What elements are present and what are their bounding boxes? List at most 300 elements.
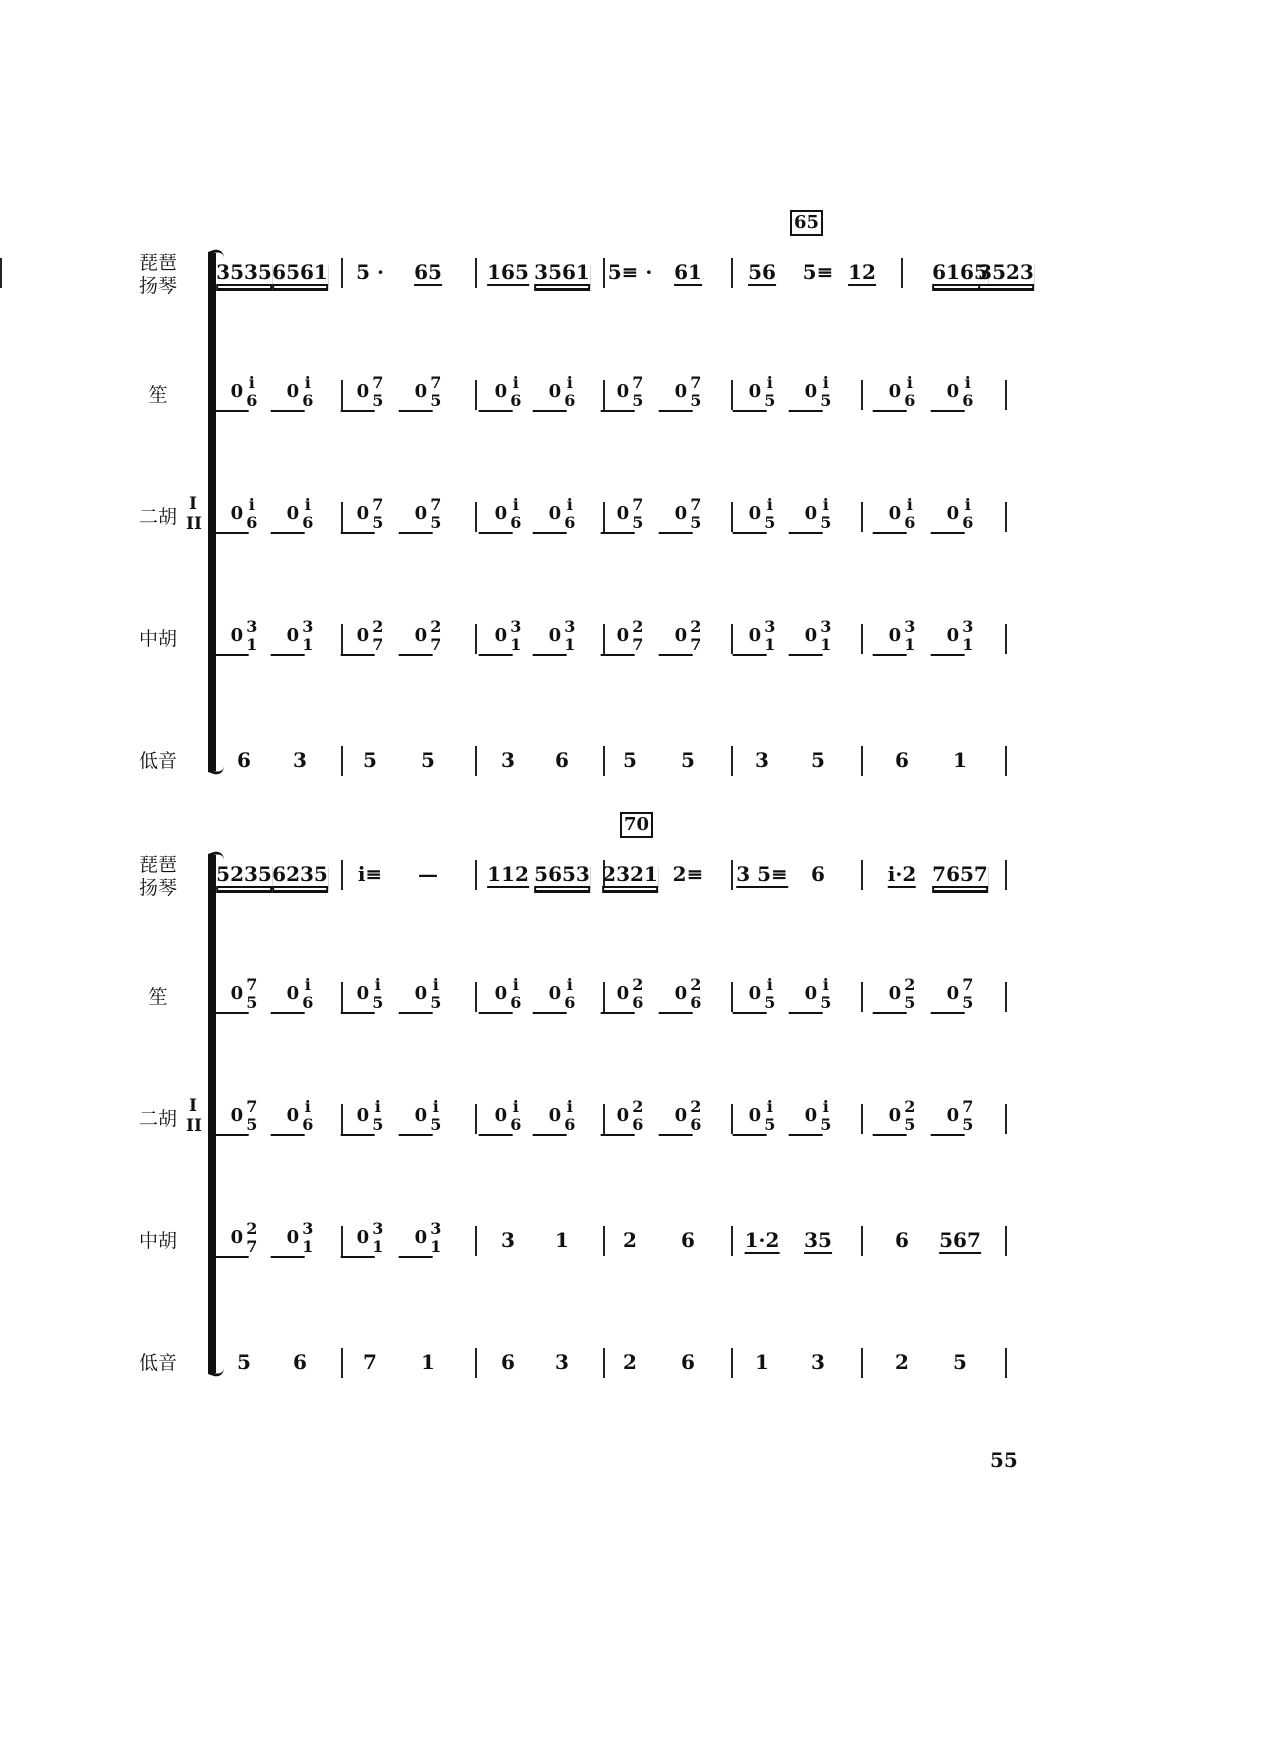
barline bbox=[1005, 1226, 1007, 1256]
lower-note: 5 bbox=[820, 513, 832, 532]
note-stack bbox=[962, 976, 973, 1012]
rest-zero: 0 bbox=[616, 1105, 630, 1126]
beam-line bbox=[601, 1134, 635, 1136]
chord-note bbox=[749, 1098, 776, 1136]
lower-note: 5 bbox=[246, 1115, 258, 1134]
note: 5653 bbox=[534, 862, 590, 886]
lower-note: 1 bbox=[764, 635, 776, 654]
lower-note: 5 bbox=[372, 513, 384, 532]
chord-note bbox=[617, 1098, 644, 1136]
note-stack bbox=[564, 1098, 575, 1134]
note: 3 bbox=[501, 748, 515, 772]
barline bbox=[861, 502, 863, 532]
note: 5 bbox=[237, 1350, 251, 1374]
note: 6 bbox=[681, 1228, 695, 1252]
beam-line bbox=[659, 1134, 693, 1136]
beam-line bbox=[271, 1134, 305, 1136]
instrument-label: 笙 bbox=[148, 986, 168, 1008]
note: 3 bbox=[811, 1350, 825, 1374]
note-stack bbox=[904, 976, 915, 1012]
lower-note: 6 bbox=[510, 993, 522, 1012]
lower-note: 7 bbox=[632, 635, 644, 654]
barline bbox=[475, 502, 477, 532]
note-stack bbox=[690, 496, 701, 532]
barline bbox=[731, 1104, 733, 1134]
note: 5 · bbox=[356, 260, 384, 284]
chord-note bbox=[357, 374, 384, 412]
upper-note: 3 bbox=[904, 617, 916, 636]
beam-line bbox=[399, 1256, 433, 1258]
rest-zero: 0 bbox=[888, 381, 902, 402]
chord-note bbox=[287, 976, 314, 1014]
note-stack bbox=[510, 496, 521, 532]
note: 6561 bbox=[272, 260, 328, 284]
barline bbox=[475, 1226, 477, 1256]
note-stack bbox=[510, 976, 521, 1012]
note-stack bbox=[764, 374, 775, 410]
note: 1·2 bbox=[744, 1228, 780, 1252]
barline bbox=[341, 380, 343, 410]
beam-line bbox=[733, 410, 767, 412]
beam-line bbox=[215, 532, 249, 534]
note: 6 bbox=[895, 748, 909, 772]
rest-zero: 0 bbox=[888, 625, 902, 646]
barline bbox=[1005, 1348, 1007, 1378]
lower-note: 1 bbox=[962, 635, 974, 654]
note: 5 bbox=[953, 1350, 967, 1374]
note: 5 bbox=[421, 748, 435, 772]
beam-line bbox=[271, 654, 305, 656]
instrument-label: 低音 bbox=[138, 750, 177, 772]
barline bbox=[341, 746, 343, 776]
barline bbox=[731, 502, 733, 532]
barline bbox=[1005, 982, 1007, 1012]
note: 112 bbox=[487, 862, 529, 886]
barline bbox=[475, 1104, 477, 1134]
upper-note: i bbox=[432, 1097, 439, 1116]
beam-line bbox=[601, 410, 635, 412]
note: 6 bbox=[237, 748, 251, 772]
beam-line bbox=[601, 1012, 635, 1014]
note-stack bbox=[764, 496, 775, 532]
beam-line bbox=[479, 532, 513, 534]
beam-line bbox=[341, 410, 375, 412]
note: 3535 bbox=[216, 260, 272, 284]
note: 5235 bbox=[216, 862, 272, 886]
note-stack bbox=[430, 976, 441, 1012]
barline bbox=[731, 380, 733, 410]
upper-note: i bbox=[374, 975, 381, 994]
upper-note: 3 bbox=[302, 617, 314, 636]
upper-note: i bbox=[304, 373, 311, 392]
rest-zero: 0 bbox=[548, 381, 562, 402]
rest-zero: 0 bbox=[356, 503, 370, 524]
note-stack bbox=[302, 1098, 313, 1134]
rest-zero: 0 bbox=[616, 381, 630, 402]
chord-note bbox=[947, 976, 974, 1014]
barline bbox=[861, 1104, 863, 1134]
note-stack bbox=[564, 496, 575, 532]
barline bbox=[1005, 624, 1007, 654]
chord-note bbox=[549, 374, 576, 412]
note-stack bbox=[372, 976, 383, 1012]
note: 165 bbox=[487, 260, 529, 284]
rest-zero: 0 bbox=[804, 1105, 818, 1126]
barline bbox=[603, 982, 605, 1012]
note-stack bbox=[632, 496, 643, 532]
rest-zero: 0 bbox=[804, 503, 818, 524]
note-stack bbox=[372, 496, 383, 532]
rest-zero: 0 bbox=[616, 503, 630, 524]
beam-line bbox=[733, 1134, 767, 1136]
note-stack bbox=[764, 618, 775, 654]
lower-note: 5 bbox=[764, 1115, 776, 1134]
beam-line bbox=[789, 410, 823, 412]
beam-line bbox=[399, 410, 433, 412]
upper-note: 7 bbox=[632, 373, 644, 392]
note-stack bbox=[632, 976, 643, 1012]
rest-zero: 0 bbox=[230, 1105, 244, 1126]
barline bbox=[603, 258, 605, 288]
upper-note: 2 bbox=[430, 617, 442, 636]
rest-zero: 0 bbox=[230, 381, 244, 402]
rest-zero: 0 bbox=[748, 381, 762, 402]
lower-note: 5 bbox=[962, 993, 974, 1012]
instrument-label: 低音 bbox=[138, 1352, 177, 1374]
rest-zero: 0 bbox=[674, 983, 688, 1004]
lower-note: 5 bbox=[632, 391, 644, 410]
barline bbox=[731, 982, 733, 1012]
upper-note: i bbox=[304, 495, 311, 514]
note-stack bbox=[246, 976, 257, 1012]
note-stack bbox=[302, 976, 313, 1012]
rest-zero: 0 bbox=[674, 1105, 688, 1126]
lower-note: 6 bbox=[904, 513, 916, 532]
rest-zero: 0 bbox=[946, 625, 960, 646]
note: 5≡ · bbox=[607, 260, 653, 284]
beam-line bbox=[931, 1134, 965, 1136]
chord-note bbox=[805, 374, 832, 412]
note-stack bbox=[764, 1098, 775, 1134]
upper-note: i bbox=[822, 373, 829, 392]
barline bbox=[1005, 502, 1007, 532]
lower-note: 1 bbox=[904, 635, 916, 654]
rest-zero: 0 bbox=[414, 503, 428, 524]
chord-note bbox=[889, 1098, 916, 1136]
rest-zero: 0 bbox=[230, 1227, 244, 1248]
lower-note: 6 bbox=[904, 391, 916, 410]
upper-note: 3 bbox=[430, 1219, 442, 1238]
note: 6 bbox=[681, 1350, 695, 1374]
rehearsal-mark: 65 bbox=[790, 210, 823, 236]
rehearsal-mark: 70 bbox=[620, 812, 653, 838]
note-stack bbox=[820, 618, 831, 654]
rest-zero: 0 bbox=[888, 503, 902, 524]
lower-note: 5 bbox=[820, 1115, 832, 1134]
note: 3 5≡ bbox=[736, 862, 788, 886]
brace-bottom-hook bbox=[208, 1361, 224, 1380]
chord-note bbox=[357, 618, 384, 656]
upper-note: 3 bbox=[510, 617, 522, 636]
lower-note: 5 bbox=[372, 391, 384, 410]
barline bbox=[341, 860, 343, 890]
chord-note bbox=[357, 1098, 384, 1136]
note: 5 bbox=[681, 748, 695, 772]
upper-note: 7 bbox=[372, 495, 384, 514]
upper-note: 3 bbox=[246, 617, 258, 636]
note-stack bbox=[430, 374, 441, 410]
beam-line bbox=[341, 1012, 375, 1014]
lower-note: 7 bbox=[430, 635, 442, 654]
note-stack bbox=[510, 618, 521, 654]
note: 6 bbox=[555, 748, 569, 772]
chord-note bbox=[675, 374, 702, 412]
rest-zero: 0 bbox=[286, 625, 300, 646]
note-stack bbox=[690, 374, 701, 410]
instrument-label: 二胡 bbox=[138, 506, 177, 528]
note: 65 bbox=[414, 260, 442, 284]
beam-line bbox=[533, 410, 567, 412]
rest-zero: 0 bbox=[748, 1105, 762, 1126]
chord-note bbox=[415, 374, 442, 412]
beam-line bbox=[931, 410, 965, 412]
instrument-label: 二胡 bbox=[138, 1108, 177, 1130]
chord-note bbox=[495, 374, 522, 412]
beam-line bbox=[659, 1012, 693, 1014]
upper-note: i bbox=[766, 1097, 773, 1116]
upper-note: i bbox=[304, 1097, 311, 1116]
upper-note: 2 bbox=[372, 617, 384, 636]
chord-note bbox=[805, 1098, 832, 1136]
chord-note bbox=[889, 976, 916, 1014]
chord-note bbox=[231, 1098, 258, 1136]
note-stack bbox=[430, 1220, 441, 1256]
rest-zero: 0 bbox=[804, 983, 818, 1004]
chord-note bbox=[749, 976, 776, 1014]
barline bbox=[731, 1226, 733, 1256]
note-stack bbox=[962, 496, 973, 532]
chord-note bbox=[549, 618, 576, 656]
note: 5 bbox=[811, 748, 825, 772]
chord-note bbox=[749, 618, 776, 656]
instrument-label: 中胡 bbox=[138, 1230, 177, 1252]
beam-line bbox=[659, 532, 693, 534]
upper-note: i bbox=[248, 373, 255, 392]
upper-note: 7 bbox=[962, 975, 974, 994]
upper-note: 2 bbox=[904, 1097, 916, 1116]
beam-line bbox=[271, 1256, 305, 1258]
lower-note: 6 bbox=[632, 993, 644, 1012]
upper-note: 7 bbox=[246, 975, 258, 994]
chord-note bbox=[749, 496, 776, 534]
chord-note bbox=[805, 618, 832, 656]
upper-note: 3 bbox=[764, 617, 776, 636]
upper-note: i bbox=[822, 975, 829, 994]
chord-note bbox=[947, 496, 974, 534]
chord-note bbox=[287, 496, 314, 534]
lower-note: 6 bbox=[302, 513, 314, 532]
upper-note: i bbox=[248, 495, 255, 514]
beam-line bbox=[789, 654, 823, 656]
barline bbox=[731, 258, 733, 288]
note-stack bbox=[564, 618, 575, 654]
barline bbox=[731, 860, 733, 890]
system-brace bbox=[208, 253, 220, 771]
note: 1 bbox=[421, 1350, 435, 1374]
note-stack bbox=[246, 496, 257, 532]
rest-zero: 0 bbox=[674, 503, 688, 524]
note: 6235 bbox=[272, 862, 328, 886]
rest-zero: 0 bbox=[230, 625, 244, 646]
barline bbox=[475, 982, 477, 1012]
note-stack bbox=[632, 374, 643, 410]
note: 7657 bbox=[932, 862, 988, 886]
beam-line bbox=[931, 1012, 965, 1014]
barline bbox=[603, 1226, 605, 1256]
lower-note: 5 bbox=[430, 1115, 442, 1134]
rest-zero: 0 bbox=[414, 625, 428, 646]
chord-note bbox=[889, 374, 916, 412]
note: 1 bbox=[555, 1228, 569, 1252]
rest-zero: 0 bbox=[230, 983, 244, 1004]
upper-note: 2 bbox=[690, 617, 702, 636]
rest-zero: 0 bbox=[230, 503, 244, 524]
beam-line bbox=[399, 1012, 433, 1014]
upper-note: 7 bbox=[430, 495, 442, 514]
chord-note bbox=[357, 976, 384, 1014]
upper-note: 2 bbox=[904, 975, 916, 994]
rest-zero: 0 bbox=[356, 1105, 370, 1126]
rest-zero: 0 bbox=[286, 1105, 300, 1126]
lower-note: 1 bbox=[430, 1237, 442, 1256]
barline bbox=[1005, 746, 1007, 776]
chord-note bbox=[231, 496, 258, 534]
note: 3523 bbox=[978, 260, 1034, 284]
rest-zero: 0 bbox=[674, 381, 688, 402]
lower-note: 5 bbox=[690, 391, 702, 410]
lower-note: 6 bbox=[632, 1115, 644, 1134]
rest-zero: 0 bbox=[946, 1105, 960, 1126]
barline bbox=[475, 624, 477, 654]
rest-zero: 0 bbox=[286, 1227, 300, 1248]
chord-note bbox=[495, 976, 522, 1014]
beam-line bbox=[789, 1134, 823, 1136]
note-stack bbox=[302, 496, 313, 532]
upper-note: i bbox=[374, 1097, 381, 1116]
beam-line bbox=[733, 654, 767, 656]
note-stack bbox=[564, 374, 575, 410]
barline bbox=[731, 746, 733, 776]
lower-note: 6 bbox=[510, 391, 522, 410]
lower-note: 5 bbox=[430, 391, 442, 410]
barline bbox=[475, 258, 477, 288]
rest-zero: 0 bbox=[748, 503, 762, 524]
lower-note: 6 bbox=[564, 513, 576, 532]
note: 6 bbox=[895, 1228, 909, 1252]
upper-note: i bbox=[766, 495, 773, 514]
barline bbox=[731, 1348, 733, 1378]
rest-zero: 0 bbox=[888, 1105, 902, 1126]
upper-note: i bbox=[512, 495, 519, 514]
upper-note: 7 bbox=[430, 373, 442, 392]
note: 35 bbox=[804, 1228, 832, 1252]
lower-note: 6 bbox=[564, 993, 576, 1012]
upper-note: i bbox=[766, 975, 773, 994]
chord-note bbox=[287, 1098, 314, 1136]
chord-note bbox=[231, 374, 258, 412]
note-stack bbox=[904, 374, 915, 410]
lower-note: 1 bbox=[820, 635, 832, 654]
note-stack bbox=[372, 374, 383, 410]
barline bbox=[341, 258, 343, 288]
note-stack bbox=[564, 976, 575, 1012]
upper-note: 2 bbox=[690, 975, 702, 994]
chord-note bbox=[889, 618, 916, 656]
note-stack bbox=[430, 1098, 441, 1134]
barline bbox=[341, 1226, 343, 1256]
beam-line bbox=[479, 1134, 513, 1136]
beam-line bbox=[215, 1256, 249, 1258]
beam-line bbox=[659, 410, 693, 412]
lower-note: 1 bbox=[510, 635, 522, 654]
beam-line bbox=[341, 532, 375, 534]
note-stack bbox=[372, 1220, 383, 1256]
note-stack bbox=[820, 374, 831, 410]
beam-line bbox=[271, 1012, 305, 1014]
voice-numerals: I II bbox=[186, 494, 202, 534]
upper-note: 3 bbox=[564, 617, 576, 636]
barline bbox=[341, 982, 343, 1012]
lower-note: 7 bbox=[690, 635, 702, 654]
note-stack bbox=[302, 618, 313, 654]
beam-line bbox=[271, 410, 305, 412]
instrument-label: 琵琶 扬琴 bbox=[138, 854, 177, 899]
barline bbox=[341, 624, 343, 654]
note: 3 bbox=[293, 748, 307, 772]
note-stack bbox=[510, 374, 521, 410]
rest-zero: 0 bbox=[548, 983, 562, 1004]
rest-zero: 0 bbox=[888, 983, 902, 1004]
beam-line bbox=[271, 532, 305, 534]
beam-line bbox=[215, 1012, 249, 1014]
rest-zero: 0 bbox=[414, 1105, 428, 1126]
barline bbox=[341, 1104, 343, 1134]
rest-zero: 0 bbox=[674, 625, 688, 646]
rest-zero: 0 bbox=[494, 983, 508, 1004]
beam-line bbox=[873, 410, 907, 412]
beam-line bbox=[733, 532, 767, 534]
beam-line bbox=[341, 1134, 375, 1136]
chord-note bbox=[415, 976, 442, 1014]
rest-zero: 0 bbox=[286, 983, 300, 1004]
note: — bbox=[418, 862, 438, 886]
note: 6165 bbox=[932, 260, 988, 284]
beam-line bbox=[399, 1134, 433, 1136]
note: 2321 bbox=[602, 862, 658, 886]
page-number: 55 bbox=[990, 1448, 1018, 1472]
barline bbox=[861, 746, 863, 776]
barline bbox=[861, 982, 863, 1012]
lower-note: 5 bbox=[632, 513, 644, 532]
lower-note: 1 bbox=[246, 635, 258, 654]
chord-note bbox=[549, 976, 576, 1014]
upper-note: 3 bbox=[820, 617, 832, 636]
upper-note: i bbox=[964, 373, 971, 392]
beam-line bbox=[533, 1012, 567, 1014]
beam-line bbox=[341, 1256, 375, 1258]
beam-line bbox=[399, 654, 433, 656]
upper-note: 2 bbox=[632, 617, 644, 636]
